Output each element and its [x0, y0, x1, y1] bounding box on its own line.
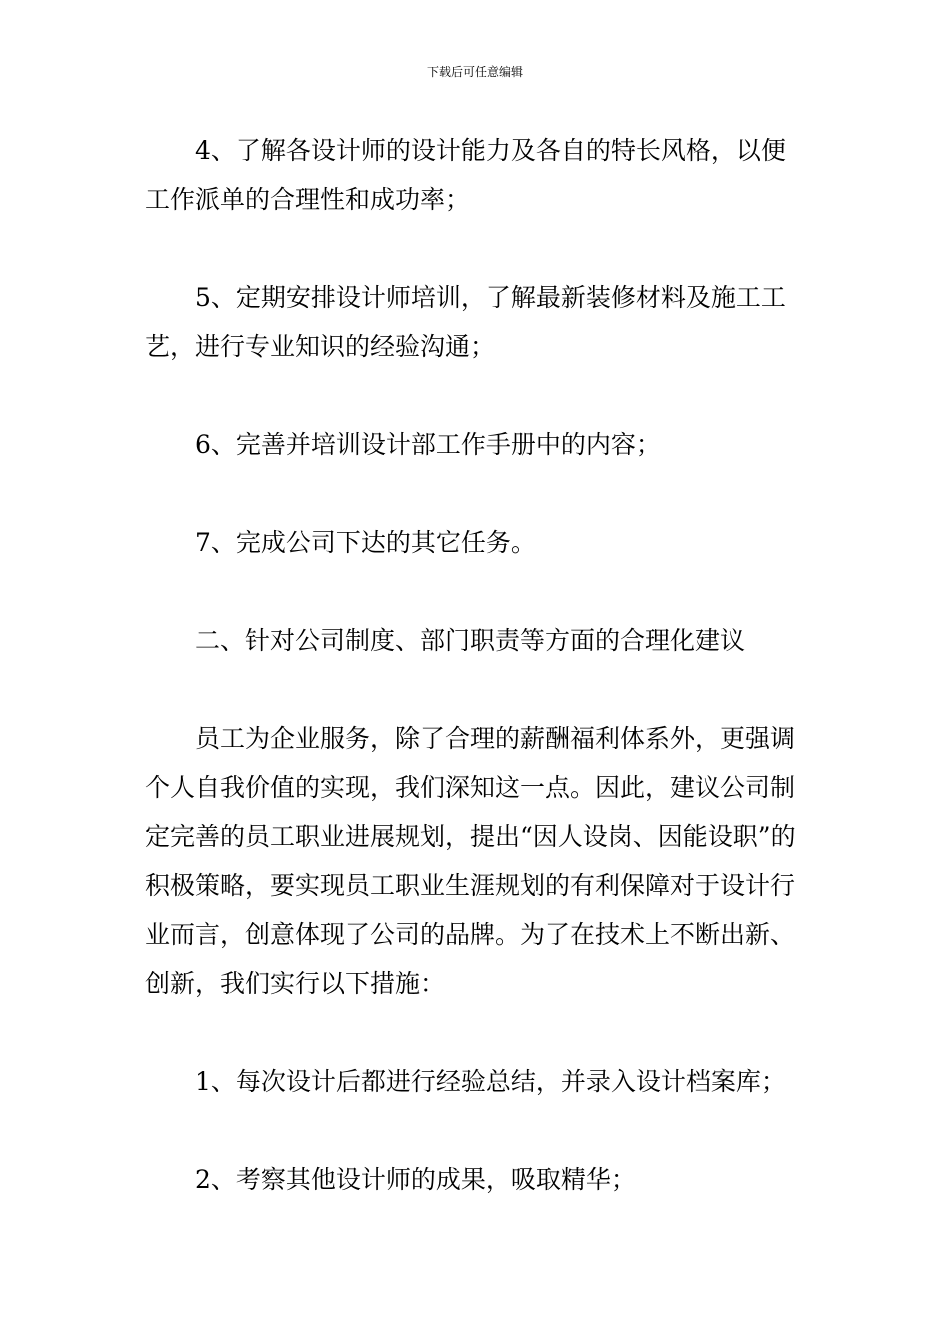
paragraph-item-7: 7、完成公司下达的其它任务。 [195, 528, 536, 557]
measure-item-2: 2、考察其他设计师的成果，吸取精华； [195, 1165, 636, 1194]
section-heading: 二、针对公司制度、部门职责等方面的合理化建议 [195, 626, 746, 655]
document-body [145, 126, 810, 1204]
measure-item-1: 1、每次设计后都进行经验总结，并录入设计档案库； [195, 1067, 786, 1096]
paragraph-item-5: 5、定期安排设计师培训，了解最新装修材料及施工工艺，进行专业知识的经验沟通； [145, 283, 786, 361]
page-header: 下载后可任意编辑 [426, 65, 523, 79]
paragraph-item-6: 6、完善并培训设计部工作手册中的内容； [195, 430, 661, 459]
body-paragraph: 员工为企业服务，除了合理的薪酬福利体系外，更强调个人自我价值的实现，我们深知这一点。因此，建议公司制定完善的员工职业进展规划，提出“因人设岗、因能设职”的积极策略，要实现员工职业生涯规划的有利保障对于设计行业而言，创意体现了公司的品牌。为了在技术上不断出新、创新，我们实行以下措施： [145, 724, 796, 998]
paragraph-item-4: 4、了解各设计师的设计能力及各自的特长风格，以便工作派单的合理性和成功率； [145, 136, 786, 214]
